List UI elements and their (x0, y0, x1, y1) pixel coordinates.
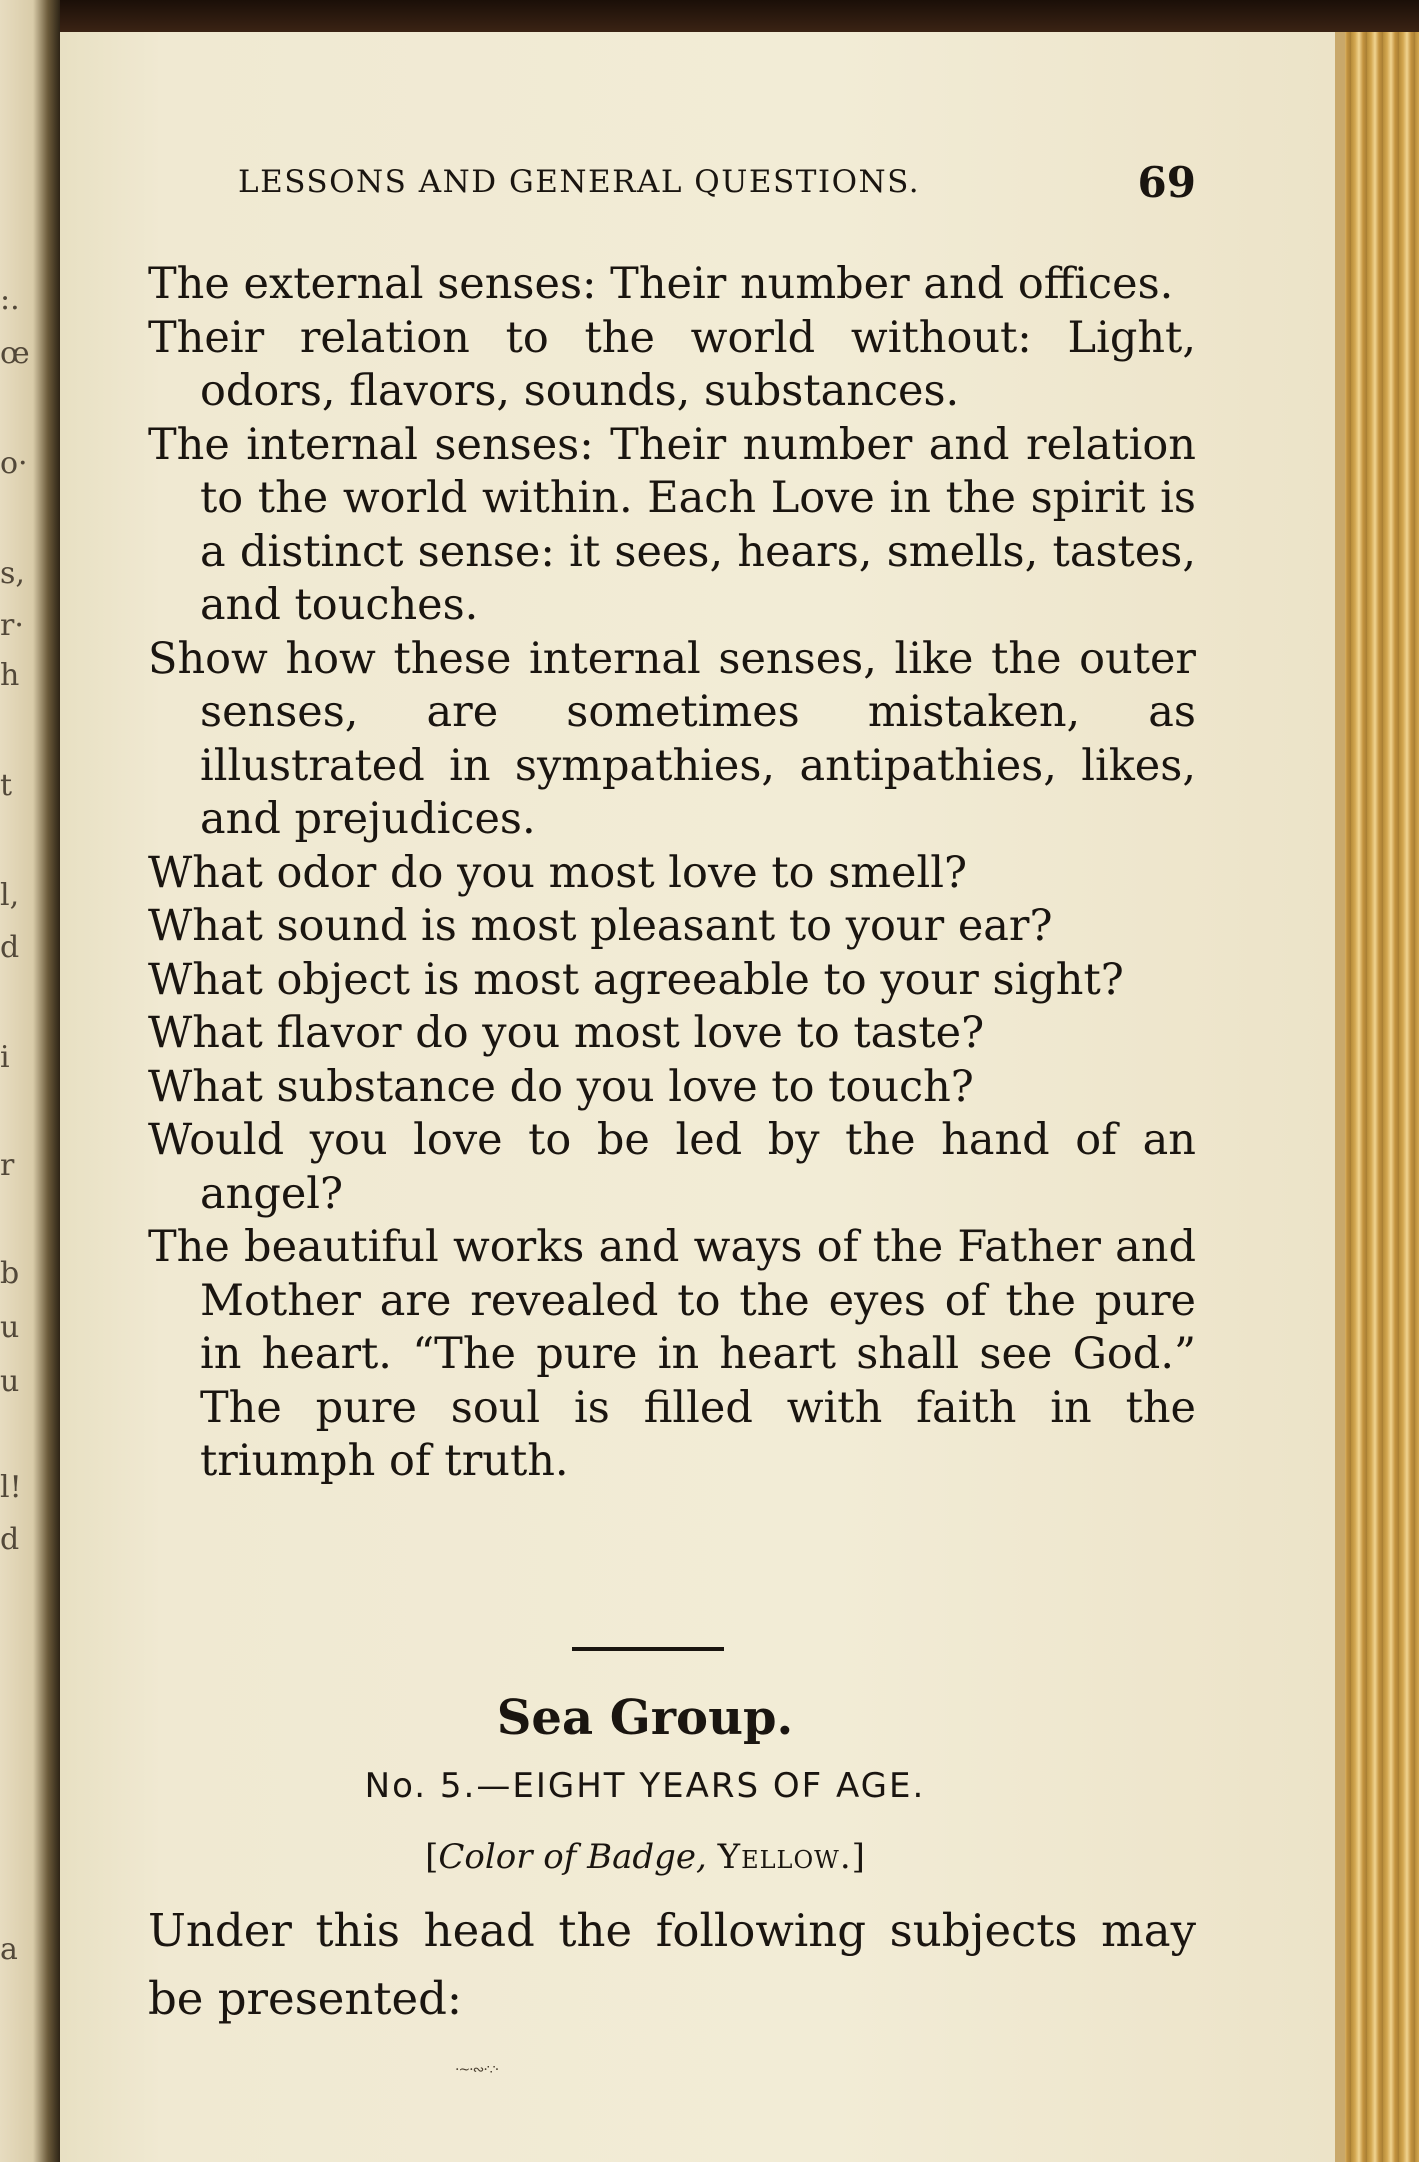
running-header (238, 160, 1196, 210)
paragraph: Show how these internal senses, like the outer senses, are sometimes mistaken, as illustrated in sympathies, antipathies, likes, and prejudices. (148, 633, 1196, 844)
running-title: LESSONS AND GENERAL QUESTIONS. (238, 164, 921, 200)
question: What substance do you love to touch? (148, 1061, 974, 1112)
section-subtitle: No. 5.—EIGHT YEARS OF AGE. (364, 1766, 926, 1806)
section-title: Sea Group. (496, 1690, 794, 1746)
bracket-close: ] (851, 1837, 865, 1877)
paragraph: The internal senses: Their number and relation to the world within. Each Love in the spirit is a distinct sense: it sees, hears, smells, tastes, and touches. (148, 419, 1196, 630)
badge-note (0, 1837, 1290, 1877)
section-intro (92, 1897, 1196, 2033)
paragraph: The beautiful works and ways of the Father and Mother are revealed to the eyes of the pure in heart. “The pure in heart shall see God.” The pure soul is filled with faith in the triumph of truth. (148, 1222, 1196, 1486)
paragraph: Their relation to the world without: Light, odors, flavors, sounds, substances. (148, 312, 1196, 416)
question: Would you love to be led by the hand of an angel? (148, 1115, 1196, 1219)
intro-text: Under this head the following subjects may be presented: (148, 1904, 1196, 2025)
page-number: 69 (1137, 158, 1196, 207)
gilt-page-edge (1335, 32, 1419, 2162)
facing-page-bleed: :. œ o· s, r· h t l, d i r b u u l! d a (0, 282, 30, 1967)
question: What odor do you most love to smell? (148, 847, 968, 898)
badge-label: Color of Badge, (438, 1837, 707, 1877)
ornament-mark: ·~·∾·∵· (455, 2062, 499, 2078)
question: What flavor do you most love to taste? (148, 1008, 985, 1058)
paragraph: The external senses: Their number and offices. (148, 259, 1174, 309)
section-divider (572, 1647, 724, 1651)
lesson-text (148, 258, 1196, 1489)
question: What sound is most pleasant to your ear? (148, 901, 1053, 951)
bracket-open: [ (425, 1837, 439, 1877)
question: What object is most agreeable to your sight? (148, 954, 1124, 1005)
book-top-edge (0, 0, 1419, 32)
badge-color: Yellow. (717, 1837, 852, 1877)
